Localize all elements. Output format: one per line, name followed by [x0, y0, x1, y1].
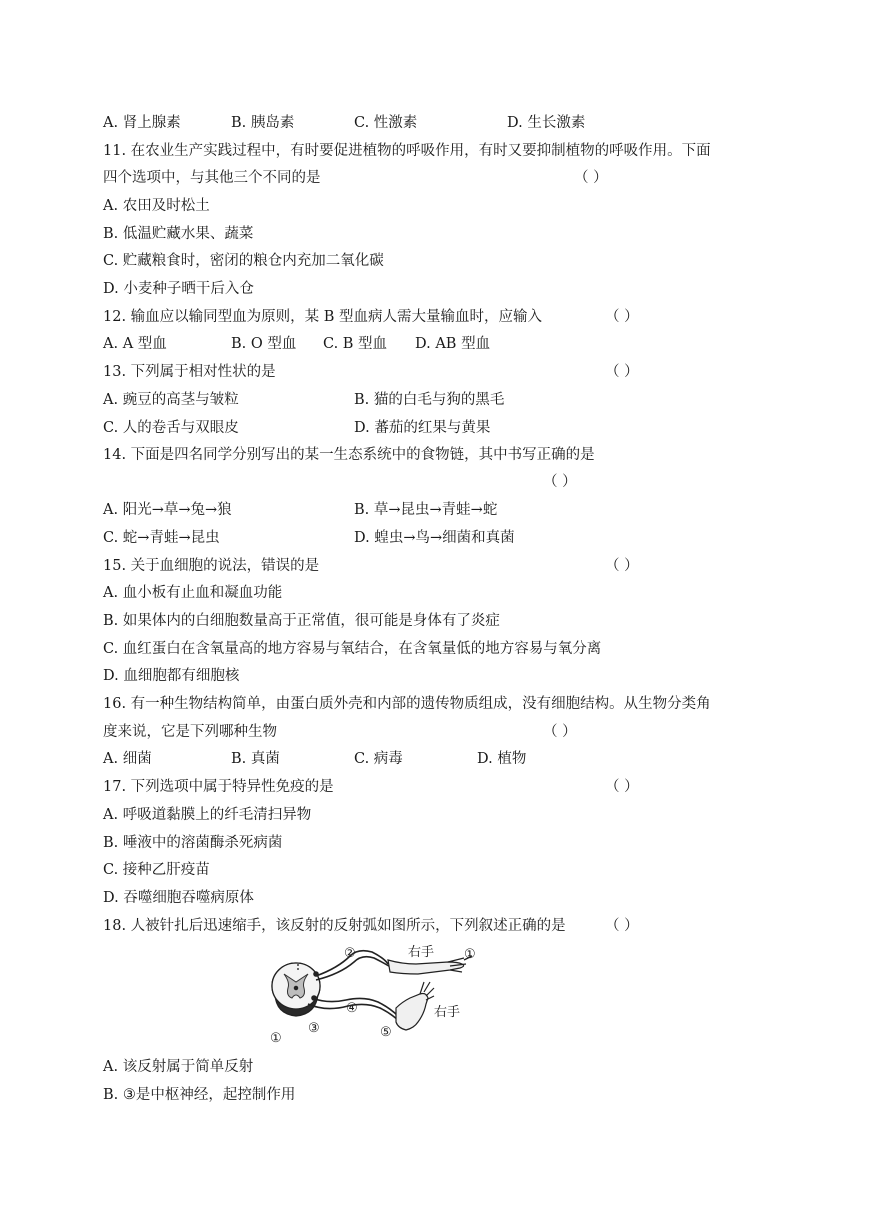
q11-option-c: C. 贮藏粮食时，密闭的粮仓内充加二氧化碳	[103, 253, 384, 269]
q12-option-c: C. B 型血	[323, 336, 388, 352]
q13-option-d: D. 蕃茄的红果与黄果	[354, 420, 491, 436]
q11-stem-line1: 11. 在农业生产实践过程中，有时要促进植物的呼吸作用，有时又要抑制植物的呼吸作用。下面	[103, 143, 711, 159]
q16-option-b: B. 真菌	[231, 751, 280, 767]
q17-option-d: D. 吞噬细胞吞噬病原体	[103, 890, 254, 906]
q16-answer-paren: （ ）	[543, 724, 577, 740]
q13-option-a: A. 豌豆的高茎与皱粒	[103, 392, 239, 408]
q13-option-b: B. 猫的白毛与狗的黑毛	[354, 392, 505, 408]
q15-option-a: A. 血小板有止血和凝血功能	[103, 585, 283, 601]
q15-option-d: D. 血细胞都有细胞核	[103, 668, 240, 684]
label-3: ③	[308, 1021, 320, 1036]
q14-answer-paren: （ ）	[543, 474, 577, 490]
label-right-hand-lower: 右手	[434, 1005, 461, 1020]
label-2: ②	[344, 946, 356, 961]
q12-option-d: D. AB 型血	[415, 336, 491, 352]
q14-option-c: C. 蛇→青蛙→昆虫	[103, 530, 220, 546]
q18-stem: 18. 人被针扎后迅速缩手，该反射的反射弧如图所示，下列叙述正确的是	[103, 918, 566, 934]
q17-answer-paren: （ ）	[605, 779, 639, 795]
q10-option-b: B. 胰岛素	[231, 115, 295, 131]
q14-stem: 14. 下面是四名同学分别写出的某一生态系统中的食物链，其中书写正确的是	[103, 447, 595, 463]
q16-option-c: C. 病毒	[354, 751, 403, 767]
reflex-arc-figure	[268, 942, 498, 1050]
reflex-arc-diagram	[268, 942, 498, 1050]
label-1-upper: ①	[464, 947, 476, 962]
q15-option-b: B. 如果体内的白细胞数量高于正常值，很可能是身体有了炎症	[103, 613, 500, 629]
q10-option-d: D. 生长激素	[507, 115, 586, 131]
q17-option-a: A. 呼吸道黏膜上的纤毛清扫异物	[103, 807, 312, 823]
label-4: ④	[346, 1001, 358, 1016]
q17-stem: 17. 下列选项中属于特异性免疫的是	[103, 779, 334, 795]
q16-stem-line2: 度来说，它是下列哪种生物	[103, 724, 277, 740]
q15-answer-paren: （ ）	[605, 558, 639, 574]
q10-option-a: A. 肾上腺素	[103, 115, 181, 131]
q12-option-a: A. A 型血	[103, 336, 167, 352]
q15-option-c: C. 血红蛋白在含氧量高的地方容易与氧结合，在含氧量低的地方容易与氧分离	[103, 641, 602, 657]
q17-option-c: C. 接种乙肝疫苗	[103, 862, 210, 878]
q13-option-c: C. 人的卷舌与双眼皮	[103, 420, 239, 436]
q11-stem-line2: 四个选项中，与其他三个不同的是	[103, 170, 321, 186]
q17-option-b: B. 唾液中的溶菌酶杀死病菌	[103, 835, 283, 851]
q12-stem: 12. 输血应以输同型血为原则，某 B 型血病人需大量输血时，应输入	[103, 309, 543, 325]
q14-option-a: A. 阳光→草→兔→狼	[103, 502, 232, 518]
q18-option-a: A. 该反射属于简单反射	[103, 1059, 254, 1075]
q18-answer-paren: （ ）	[605, 918, 639, 934]
q12-answer-paren: （ ）	[605, 309, 639, 325]
q18-option-b: B. ③是中枢神经，起控制作用	[103, 1087, 296, 1103]
q14-option-b: B. 草→昆虫→青蛙→蛇	[354, 502, 498, 518]
q15-stem: 15. 关于血细胞的说法，错误的是	[103, 558, 320, 574]
q16-stem-line1: 16. 有一种生物结构简单，由蛋白质外壳和内部的遗传物质组成，没有细胞结构。从生物分类角	[103, 696, 711, 712]
q11-answer-paren: （ ）	[574, 170, 608, 186]
q11-option-a: A. 农田及时松土	[103, 198, 210, 214]
q11-option-d: D. 小麦种子晒干后入仓	[103, 281, 254, 297]
label-5: ⑤	[380, 1025, 392, 1040]
spinal-cord-section	[272, 963, 320, 1016]
label-1-lower: ①	[270, 1031, 282, 1046]
q16-option-a: A. 细菌	[103, 751, 152, 767]
q12-option-b: B. O 型血	[231, 336, 297, 352]
q10-option-c: C. 性激素	[354, 115, 418, 131]
q13-answer-paren: （ ）	[605, 364, 639, 380]
q16-option-d: D. 植物	[477, 751, 527, 767]
q14-option-d: D. 蝗虫→鸟→细菌和真菌	[354, 530, 515, 546]
lower-hand-drawing	[396, 982, 434, 1030]
label-right-hand-upper: 右手	[408, 945, 435, 960]
q11-option-b: B. 低温贮藏水果、蔬菜	[103, 226, 254, 242]
q13-stem: 13. 下列属于相对性状的是	[103, 364, 276, 380]
